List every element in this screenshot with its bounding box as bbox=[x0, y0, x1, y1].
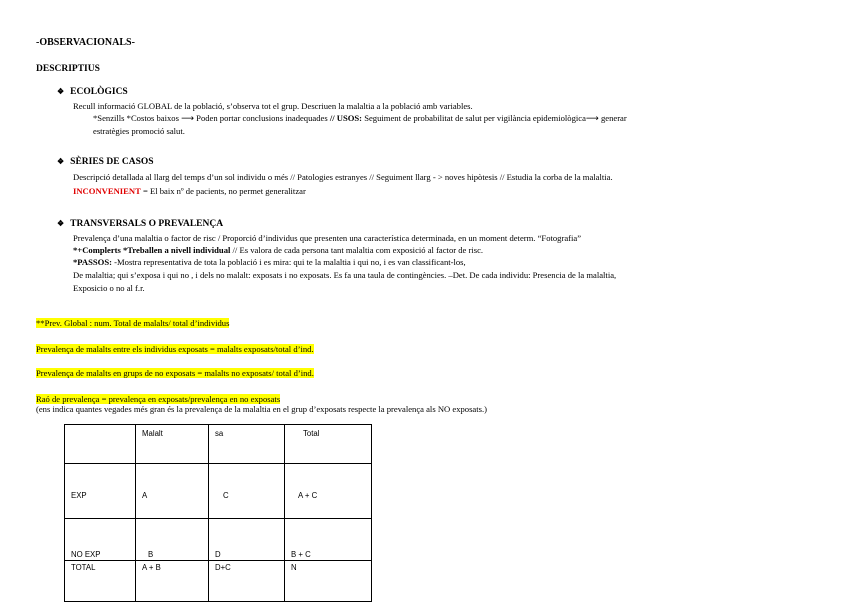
arrow-right-icon: ⟶ bbox=[585, 114, 599, 124]
table-cell: C bbox=[209, 464, 285, 519]
diamond-bullet-icon: ❖ bbox=[57, 157, 65, 166]
heading-series-text: SÈRIES DE CASOS bbox=[70, 157, 154, 167]
series-line-1: Descripció detallada al llarg del temps d’un sol individu o més // Patologies estranyes // Seguiment llarg - > noves hipòtesis // Estudia la corba de la malaltia. bbox=[73, 172, 613, 182]
formula-prev-global bbox=[36, 318, 229, 329]
section-descriptius: DESCRIPTIUS bbox=[36, 64, 100, 74]
heading-transversals bbox=[57, 219, 223, 229]
heading-transversals-text: TRANSVERSALS O PREVALENÇA bbox=[70, 219, 224, 229]
table-cell: TOTAL bbox=[65, 561, 136, 602]
diamond-bullet-icon: ❖ bbox=[57, 87, 65, 96]
inconvenient-text: = El baix nº de pacients, no permet generalitzar bbox=[140, 186, 306, 196]
table-cell: B + C bbox=[285, 519, 372, 561]
ecologics-line-2 bbox=[93, 113, 627, 125]
table-cell: A + B bbox=[136, 561, 209, 602]
table-header-cell bbox=[65, 425, 136, 464]
table-cell: D+C bbox=[209, 561, 285, 602]
table-cell: D bbox=[209, 519, 285, 561]
table-row bbox=[65, 464, 372, 519]
formula-prev-global-text: **Prev. Global : num. Total de malalts/ total d’individus bbox=[36, 318, 230, 328]
transversals-features-desc: // Es valora de cada persona tant malaltia com exposició al factor de risc. bbox=[230, 245, 484, 255]
table-header-row bbox=[65, 425, 372, 464]
page-title: -OBSERVACIONALS- bbox=[36, 37, 135, 48]
table-row bbox=[65, 519, 372, 561]
formula-prev-exposats-text: Prevalença de malalts entre els individus exposats = malalts exposats/total d’ind. bbox=[36, 344, 314, 354]
formula-rao-text: Raó de prevalença = prevalença en exposats/prevalença en no exposats bbox=[36, 394, 281, 404]
table-cell: A + C bbox=[285, 464, 372, 519]
series-line-2 bbox=[73, 186, 306, 197]
table-cell: A bbox=[136, 464, 209, 519]
ecologics-usos-text: Seguiment de probabilitat de salut per vigilància epidemiològica bbox=[362, 113, 586, 123]
table-cell: N bbox=[285, 561, 372, 602]
ecologics-advantages: *Senzills *Costos baixos bbox=[93, 113, 179, 123]
table-cell: EXP bbox=[65, 464, 136, 519]
passos-label: *PASSOS: bbox=[73, 257, 112, 267]
table-header-cell: Malalt bbox=[136, 425, 209, 464]
heading-series bbox=[57, 157, 154, 167]
table-row bbox=[65, 561, 372, 602]
ecologics-line-1: Recull informació GLOBAL de la població, s’observa tot el grup. Descriuen la malaltia a la població amb variables. bbox=[73, 101, 473, 111]
transversals-line-2 bbox=[73, 245, 483, 256]
formula-prev-no-exposats-text: Prevalença de malalts en grups de no exposats = malalts no exposats/ total d’ind. bbox=[36, 368, 314, 378]
diamond-bullet-icon: ❖ bbox=[57, 219, 65, 228]
transversals-line-5: Exposicio o no al f.r. bbox=[73, 283, 145, 293]
passos-text: -Mostra representativa de tota la població i es mira: qui te la malaltia i qui no, i es van classificant-los, bbox=[112, 257, 466, 267]
contingency-table bbox=[64, 424, 372, 602]
table-header-cell: sa bbox=[209, 425, 285, 464]
arrow-right-icon: ⟶ bbox=[181, 114, 195, 124]
transversals-features: *+Complerts *Treballen a nivell individual bbox=[73, 245, 231, 255]
transversals-line-1: Prevalença d’una malaltia o factor de risc / Proporció d’individus que presenten una característica determinada, en un moment determ. “Fotografia” bbox=[73, 233, 582, 243]
heading-ecologics-text: ECOLÒGICS bbox=[70, 87, 128, 97]
table-cell: B bbox=[136, 519, 209, 561]
ecologics-line-3: estratègies promoció salut. bbox=[93, 126, 185, 136]
ecologics-drawback: Poden portar conclusions inadequades bbox=[194, 113, 330, 123]
ecologics-usos-end: generar bbox=[598, 113, 627, 123]
table-header-cell: Total bbox=[285, 425, 372, 464]
transversals-line-4: De malaltia; qui s’exposa i qui no , i dels no malalt: exposats i no exposats. Es fa una taula de contingències. –Det. De cada individu: Presencia de la malaltia, bbox=[73, 270, 617, 280]
formula-prev-exposats bbox=[36, 344, 314, 355]
ecologics-usos-label: // USOS: bbox=[329, 113, 363, 123]
heading-ecologics bbox=[57, 87, 128, 97]
formula-prev-no-exposats bbox=[36, 368, 314, 379]
transversals-line-3 bbox=[73, 257, 466, 268]
table-cell: NO EXP bbox=[65, 519, 136, 561]
formula-rao-note: (ens indica quantes vegades més gran és la prevalença de la malaltia en el grup d’exposats respecte la prevalença als NO exposats.) bbox=[36, 404, 487, 414]
inconvenient-label: INCONVENIENT bbox=[73, 186, 141, 196]
